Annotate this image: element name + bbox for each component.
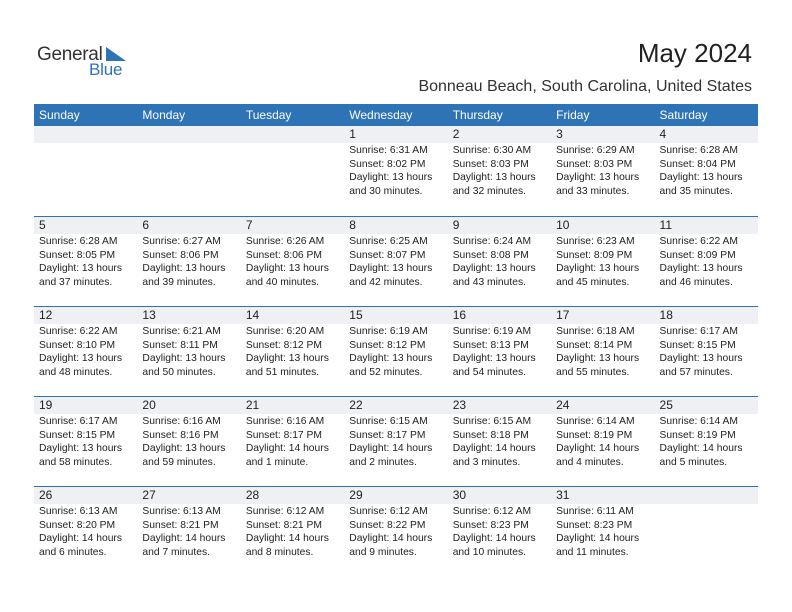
day-number: 6 — [142, 218, 150, 232]
day-daylight1-text: Daylight: 14 hours — [659, 443, 743, 454]
calendar-day-cell — [551, 126, 654, 216]
weekday-thursday: Thursday — [452, 108, 503, 122]
day-daylight2-text: and 59 minutes. — [142, 456, 216, 468]
day-daylight2-text: and 7 minutes. — [142, 546, 210, 558]
day-sun-info — [349, 505, 432, 559]
calendar-day-cell — [34, 217, 137, 306]
day-number: 27 — [142, 488, 156, 502]
day-sun-info — [453, 505, 536, 559]
day-daylight2-text: and 9 minutes. — [349, 546, 417, 558]
calendar-day-cell — [344, 307, 447, 396]
day-sunset-text: Sunset: 8:22 PM — [349, 519, 426, 531]
day-number: 9 — [452, 218, 460, 232]
day-daylight1-text: Daylight: 13 hours — [659, 172, 743, 183]
day-sunrise-text: Sunrise: 6:23 AM — [556, 236, 635, 247]
day-sunrise-text: Sunrise: 6:17 AM — [659, 326, 738, 337]
calendar-day-cell — [344, 397, 447, 486]
calendar-empty-cell — [34, 126, 137, 216]
calendar-day-cell — [34, 487, 137, 576]
day-number-band — [344, 126, 447, 143]
calendar-empty-cell — [241, 126, 344, 216]
day-daylight2-text: and 8 minutes. — [245, 546, 314, 558]
day-sunrise-text: Sunrise: 6:11 AM — [556, 506, 634, 517]
day-sun-info — [246, 505, 329, 559]
calendar-day-cell — [241, 307, 344, 396]
day-number-band — [137, 217, 240, 234]
weekday-friday: Friday — [556, 108, 590, 122]
day-sunrise-text: Sunrise: 6:14 AM — [556, 416, 635, 427]
day-sunset-text: Sunset: 8:04 PM — [659, 158, 736, 170]
day-daylight1-text: Daylight: 13 hours — [349, 263, 433, 274]
day-sunrise-text: Sunrise: 6:28 AM — [659, 145, 738, 156]
day-sun-info — [142, 415, 225, 469]
day-daylight1-text: Daylight: 13 hours — [556, 172, 640, 183]
day-number: 19 — [39, 398, 53, 412]
day-number-band — [448, 126, 551, 143]
day-daylight2-text: and 39 minutes. — [142, 276, 216, 288]
calendar-day-cell — [34, 307, 137, 396]
calendar-empty-cell — [655, 487, 758, 576]
day-daylight2-text: and 48 minutes. — [39, 366, 113, 378]
day-sun-info — [349, 235, 432, 289]
day-number: 3 — [556, 127, 563, 141]
day-sun-info — [142, 505, 225, 559]
day-daylight1-text: Daylight: 14 hours — [142, 533, 226, 544]
day-sun-info — [39, 505, 122, 559]
day-sun-info — [246, 235, 329, 289]
day-daylight2-text: and 50 minutes. — [142, 366, 216, 378]
day-daylight1-text: Daylight: 13 hours — [452, 353, 536, 364]
day-number: 26 — [39, 488, 53, 502]
day-daylight1-text: Daylight: 13 hours — [39, 353, 122, 364]
calendar-day-cell — [448, 397, 551, 486]
weekday-sunday: Sunday — [39, 108, 80, 122]
day-daylight2-text: and 10 minutes. — [452, 546, 526, 558]
day-sunset-text: Sunset: 8:06 PM — [142, 249, 219, 261]
calendar-day-cell — [241, 487, 344, 576]
weekday-saturday: Saturday — [659, 108, 708, 122]
day-daylight2-text: and 5 minutes. — [659, 456, 728, 468]
calendar-day-cell — [655, 397, 758, 486]
day-sun-info — [556, 325, 639, 379]
calendar-day-cell — [137, 307, 240, 396]
day-number: 20 — [142, 398, 156, 412]
day-sunrise-text: Sunrise: 6:15 AM — [349, 416, 428, 427]
day-sunset-text: Sunset: 8:07 PM — [349, 249, 426, 261]
day-number: 21 — [245, 398, 260, 412]
day-daylight2-text: and 46 minutes. — [659, 276, 733, 288]
day-sun-info — [556, 505, 639, 559]
day-sunset-text: Sunset: 8:16 PM — [142, 429, 219, 441]
day-sunrise-text: Sunrise: 6:24 AM — [452, 236, 532, 247]
calendar-week-row — [34, 306, 758, 396]
day-number: 12 — [39, 308, 53, 322]
weekday-monday: Monday — [142, 108, 186, 122]
calendar-week-row — [34, 486, 758, 576]
day-sunset-text: Sunset: 8:12 PM — [349, 339, 426, 351]
day-sunrise-text: Sunrise: 6:26 AM — [245, 236, 325, 247]
day-sunrise-text: Sunrise: 6:16 AM — [245, 416, 325, 427]
day-number: 15 — [349, 308, 363, 322]
day-number: 29 — [349, 488, 363, 502]
day-sun-info — [39, 235, 122, 289]
day-daylight2-text: and 55 minutes. — [556, 366, 630, 378]
day-sunset-text: Sunset: 8:23 PM — [452, 519, 529, 531]
day-sun-info — [660, 415, 743, 469]
day-number-band — [137, 126, 240, 143]
day-sun-info — [453, 144, 536, 198]
day-daylight1-text: Daylight: 13 hours — [142, 443, 226, 454]
calendar-grid — [34, 104, 758, 576]
calendar-day-cell — [551, 217, 654, 306]
day-sun-info — [39, 415, 122, 469]
day-sunset-text: Sunset: 8:09 PM — [659, 249, 736, 261]
day-sunrise-text: Sunrise: 6:13 AM — [142, 506, 221, 517]
calendar-day-cell — [448, 487, 551, 576]
day-daylight2-text: and 33 minutes. — [556, 185, 630, 197]
day-number: 5 — [39, 218, 46, 232]
calendar-day-cell — [655, 217, 758, 306]
day-number: 23 — [452, 398, 467, 412]
day-sunset-text: Sunset: 8:06 PM — [245, 249, 322, 261]
day-sunset-text: Sunset: 8:11 PM — [142, 339, 218, 351]
calendar-week-row — [34, 216, 758, 306]
day-sunset-text: Sunset: 8:19 PM — [556, 429, 633, 441]
day-daylight1-text: Daylight: 13 hours — [39, 443, 122, 454]
day-number: 11 — [659, 218, 672, 232]
day-sun-info — [246, 325, 329, 379]
day-sun-info — [142, 325, 225, 379]
day-daylight1-text: Daylight: 13 hours — [142, 353, 226, 364]
calendar-week-row — [34, 396, 758, 486]
day-sunrise-text: Sunrise: 6:21 AM — [142, 326, 221, 337]
day-daylight1-text: Daylight: 13 hours — [245, 263, 329, 274]
day-daylight2-text: and 6 minutes. — [39, 546, 107, 558]
day-sunset-text: Sunset: 8:09 PM — [556, 249, 633, 261]
day-sunrise-text: Sunrise: 6:18 AM — [556, 326, 635, 337]
calendar-day-cell — [137, 487, 240, 576]
day-sun-info — [349, 415, 432, 469]
calendar-day-cell — [241, 397, 344, 486]
day-daylight1-text: Daylight: 13 hours — [349, 353, 433, 364]
day-sunrise-text: Sunrise: 6:12 AM — [245, 506, 325, 517]
day-sunset-text: Sunset: 8:02 PM — [349, 158, 426, 170]
day-daylight1-text: Daylight: 14 hours — [556, 443, 640, 454]
calendar-day-cell — [448, 307, 551, 396]
day-daylight2-text: and 43 minutes. — [452, 276, 526, 288]
day-sunrise-text: Sunrise: 6:19 AM — [452, 326, 532, 337]
day-sunrise-text: Sunrise: 6:13 AM — [39, 506, 118, 517]
day-daylight2-text: and 11 minutes. — [556, 546, 629, 558]
day-daylight2-text: and 4 minutes. — [556, 456, 624, 468]
day-number-band — [344, 217, 447, 234]
day-sun-info — [39, 325, 122, 379]
day-daylight1-text: Daylight: 13 hours — [39, 263, 122, 274]
day-daylight1-text: Daylight: 14 hours — [245, 443, 329, 454]
day-number: 25 — [659, 398, 673, 412]
day-sunset-text: Sunset: 8:23 PM — [556, 519, 633, 531]
day-daylight1-text: Daylight: 13 hours — [245, 353, 329, 364]
day-number: 22 — [349, 398, 363, 412]
day-sun-info — [660, 144, 743, 198]
logo-word-blue: Blue — [89, 60, 123, 79]
day-sunrise-text: Sunrise: 6:31 AM — [349, 145, 428, 156]
day-sun-info — [660, 235, 743, 289]
day-sunrise-text: Sunrise: 6:22 AM — [659, 236, 738, 247]
day-sunset-text: Sunset: 8:15 PM — [659, 339, 736, 351]
day-sunrise-text: Sunrise: 6:30 AM — [452, 145, 532, 156]
day-daylight1-text: Daylight: 14 hours — [452, 533, 536, 544]
calendar-day-cell — [34, 397, 137, 486]
day-number: 14 — [245, 308, 260, 322]
day-daylight1-text: Daylight: 13 hours — [452, 263, 536, 274]
day-number: 18 — [659, 308, 673, 322]
day-sunrise-text: Sunrise: 6:19 AM — [349, 326, 428, 337]
day-daylight2-text: and 2 minutes. — [349, 456, 417, 468]
day-sunrise-text: Sunrise: 6:12 AM — [349, 506, 428, 517]
day-number-band — [551, 126, 654, 143]
day-sunrise-text: Sunrise: 6:14 AM — [659, 416, 738, 427]
day-number: 8 — [349, 218, 356, 232]
weekday-header — [34, 104, 758, 126]
day-number-band — [34, 217, 137, 234]
page-title: May 2024 — [637, 38, 752, 68]
day-sun-info — [660, 325, 743, 379]
day-daylight2-text: and 30 minutes. — [349, 185, 423, 197]
day-sunrise-text: Sunrise: 6:20 AM — [245, 326, 325, 337]
day-number: 13 — [142, 308, 156, 322]
day-daylight2-text: and 58 minutes. — [39, 456, 113, 468]
day-sunset-text: Sunset: 8:17 PM — [245, 429, 322, 441]
calendar-week-row — [34, 126, 758, 216]
day-daylight1-text: Daylight: 14 hours — [245, 533, 329, 544]
day-sunrise-text: Sunrise: 6:25 AM — [349, 236, 428, 247]
calendar-day-cell — [551, 397, 654, 486]
day-sun-info — [556, 144, 639, 198]
day-daylight2-text: and 57 minutes. — [659, 366, 733, 378]
day-daylight2-text: and 32 minutes. — [452, 185, 526, 197]
day-sunset-text: Sunset: 8:21 PM — [245, 519, 322, 531]
day-number-band — [34, 126, 137, 143]
day-daylight1-text: Daylight: 14 hours — [349, 443, 433, 454]
day-daylight1-text: Daylight: 13 hours — [349, 172, 433, 183]
logo-word-general: General — [37, 44, 103, 65]
day-sunset-text: Sunset: 8:08 PM — [452, 249, 529, 261]
day-number: 30 — [452, 488, 467, 502]
day-sunset-text: Sunset: 8:14 PM — [556, 339, 633, 351]
weekday-wednesday: Wednesday — [349, 108, 413, 122]
calendar-day-cell — [344, 126, 447, 216]
day-sunset-text: Sunset: 8:10 PM — [39, 339, 116, 351]
day-number: 4 — [659, 127, 667, 141]
day-sun-info — [453, 235, 536, 289]
weekday-tuesday: Tuesday — [245, 108, 292, 122]
day-sun-info — [349, 325, 432, 379]
calendar-day-cell — [655, 126, 758, 216]
day-number-band — [448, 217, 551, 234]
day-sunrise-text: Sunrise: 6:12 AM — [452, 506, 532, 517]
calendar-day-cell — [137, 397, 240, 486]
day-daylight2-text: and 35 minutes. — [659, 185, 733, 197]
day-sun-info — [349, 144, 432, 198]
day-daylight1-text: Daylight: 14 hours — [556, 533, 640, 544]
day-sunset-text: Sunset: 8:15 PM — [39, 429, 116, 441]
calendar-empty-cell — [137, 126, 240, 216]
day-daylight1-text: Daylight: 13 hours — [659, 353, 743, 364]
day-daylight2-text: and 51 minutes. — [245, 366, 320, 378]
day-daylight1-text: Daylight: 13 hours — [556, 353, 640, 364]
day-sun-info — [556, 235, 639, 289]
day-number-band — [241, 126, 344, 143]
day-sunset-text: Sunset: 8:21 PM — [142, 519, 219, 531]
calendar-day-cell — [551, 487, 654, 576]
day-number-band — [655, 126, 758, 143]
day-number: 7 — [245, 218, 253, 232]
day-number: 1 — [349, 127, 356, 141]
day-sunset-text: Sunset: 8:13 PM — [452, 339, 529, 351]
day-daylight2-text: and 54 minutes. — [452, 366, 526, 378]
day-sunset-text: Sunset: 8:18 PM — [452, 429, 529, 441]
day-daylight2-text: and 40 minutes. — [245, 276, 320, 288]
day-daylight1-text: Daylight: 14 hours — [39, 533, 122, 544]
day-sun-info — [142, 235, 225, 289]
day-number: 28 — [245, 488, 260, 502]
calendar-day-cell — [655, 307, 758, 396]
day-sunrise-text: Sunrise: 6:22 AM — [39, 326, 118, 337]
calendar-day-cell — [137, 217, 240, 306]
day-number-band — [241, 217, 344, 234]
day-daylight1-text: Daylight: 13 hours — [659, 263, 743, 274]
day-daylight2-text: and 3 minutes. — [452, 456, 521, 468]
day-daylight2-text: and 1 minute. — [245, 456, 309, 468]
day-sunrise-text: Sunrise: 6:16 AM — [142, 416, 221, 427]
day-sunset-text: Sunset: 8:12 PM — [245, 339, 322, 351]
logo — [37, 44, 137, 80]
day-sunset-text: Sunset: 8:03 PM — [556, 158, 633, 170]
day-number: 31 — [556, 488, 570, 502]
day-daylight1-text: Daylight: 14 hours — [452, 443, 536, 454]
location-subtitle: Bonneau Beach, South Carolina, United States — [418, 78, 752, 95]
calendar-day-cell — [241, 217, 344, 306]
calendar-day-cell — [448, 217, 551, 306]
day-sun-info — [453, 325, 536, 379]
day-daylight1-text: Daylight: 13 hours — [556, 263, 640, 274]
day-sunrise-text: Sunrise: 6:27 AM — [142, 236, 221, 247]
day-sunset-text: Sunset: 8:17 PM — [349, 429, 426, 441]
day-number-band — [655, 487, 758, 504]
day-number: 24 — [556, 398, 570, 412]
day-daylight2-text: and 42 minutes. — [349, 276, 423, 288]
day-daylight2-text: and 45 minutes. — [556, 276, 630, 288]
day-number: 10 — [556, 218, 570, 232]
day-sunset-text: Sunset: 8:03 PM — [452, 158, 529, 170]
day-number: 2 — [452, 127, 460, 141]
day-daylight1-text: Daylight: 13 hours — [142, 263, 226, 274]
day-number: 17 — [556, 308, 570, 322]
day-sunset-text: Sunset: 8:05 PM — [39, 249, 116, 261]
day-sunset-text: Sunset: 8:20 PM — [39, 519, 116, 531]
day-sunrise-text: Sunrise: 6:17 AM — [39, 416, 118, 427]
day-sunset-text: Sunset: 8:19 PM — [659, 429, 736, 441]
day-sunrise-text: Sunrise: 6:15 AM — [452, 416, 532, 427]
day-daylight2-text: and 37 minutes. — [39, 276, 113, 288]
day-daylight1-text: Daylight: 13 hours — [452, 172, 536, 183]
day-sunrise-text: Sunrise: 6:28 AM — [39, 236, 118, 247]
day-sun-info — [556, 415, 639, 469]
calendar-weeks — [34, 126, 758, 576]
day-sun-info — [453, 415, 536, 469]
day-sun-info — [246, 415, 329, 469]
calendar-day-cell — [551, 307, 654, 396]
day-number: 16 — [452, 308, 467, 322]
calendar-day-cell — [344, 217, 447, 306]
day-daylight2-text: and 52 minutes. — [349, 366, 423, 378]
day-sunrise-text: Sunrise: 6:29 AM — [556, 145, 635, 156]
day-daylight1-text: Daylight: 14 hours — [349, 533, 433, 544]
calendar-day-cell — [344, 487, 447, 576]
calendar-day-cell — [448, 126, 551, 216]
